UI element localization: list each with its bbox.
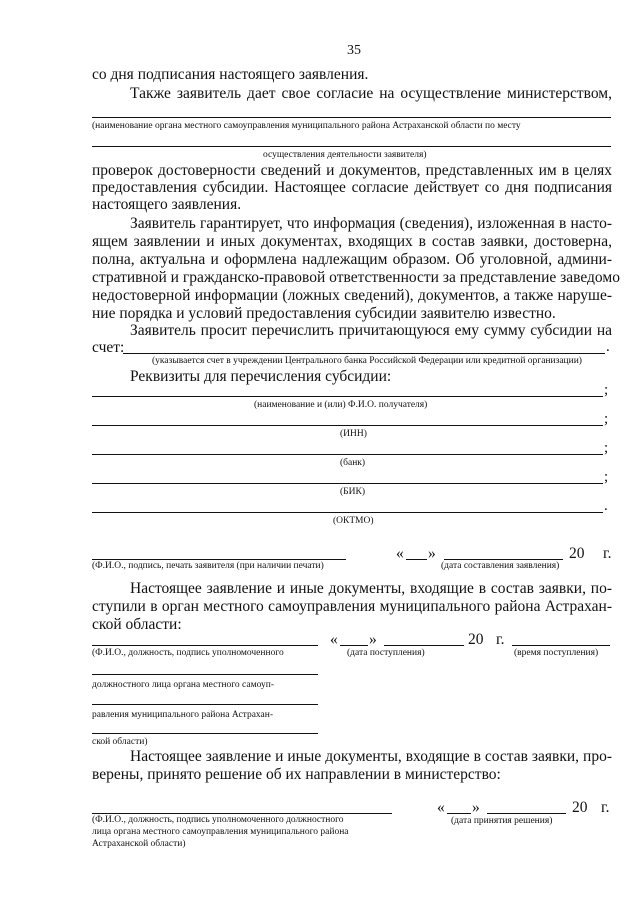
- body-line: ние порядка и условий предоставления субсидии заявителю известно.: [92, 305, 556, 322]
- organ-name-line: [92, 117, 611, 118]
- body-line: Настоящее заявление и иные документы, входящие в состав заявки, про-: [130, 748, 612, 765]
- applicant-sign-caption: (Ф.И.О., подпись, печать заявителя (при наличии печати): [92, 561, 324, 571]
- semicolon-mark: ;: [604, 469, 609, 485]
- body-line: настоящего заявления.: [92, 196, 242, 213]
- body-line: Заявитель гарантирует, что информация (сведения), изложенная в насто-: [130, 215, 612, 232]
- official-caption-2: должностного лица органа местного самоуп-: [92, 680, 275, 690]
- official-caption: (Ф.И.О., должность, подпись уполномоченного: [92, 648, 284, 658]
- official-sign-line: [92, 645, 318, 646]
- year-abbr: г.: [496, 631, 505, 648]
- year-prefix: 20: [569, 545, 585, 562]
- page-number: 35: [347, 43, 361, 58]
- open-quote: «: [396, 545, 404, 562]
- close-quote: »: [472, 799, 480, 816]
- body-line: ской области:: [92, 616, 182, 633]
- body-line: ступили в орган местного самоуправления муниципального района Астрахан-: [92, 598, 612, 615]
- year-prefix: 20: [468, 631, 484, 648]
- recipient-line: [92, 396, 603, 397]
- final-caption: (Ф.И.О., должность, подпись уполномоченного должностного: [92, 815, 344, 825]
- bank-line: [92, 454, 603, 455]
- year-abbr: г.: [603, 545, 612, 562]
- body-line: Заявитель просит перечислить причитающуюся ему сумму субсидии на: [130, 322, 612, 339]
- body-line: Также заявитель дает свое согласие на осуществление министерством,: [130, 85, 612, 102]
- inn-caption: (ИНН): [340, 429, 367, 439]
- semicolon-mark: ;: [604, 440, 609, 456]
- body-line: со дня подписания настоящего заявления.: [92, 66, 369, 83]
- body-line: предоставления субсидии. Настоящее согласие действует со дня подписания: [92, 179, 612, 196]
- final-caption-2: лица органа местного самоуправления муниципального района: [92, 827, 349, 837]
- requisites-heading: Реквизиты для перечисления субсидии:: [130, 368, 392, 385]
- official-sign-line-2: [92, 674, 318, 675]
- period-mark: .: [604, 498, 608, 514]
- time-received-caption: (время поступления): [514, 648, 599, 658]
- body-line: недостоверной информации (ложных сведений), документов, а также наруше-: [92, 287, 612, 304]
- day-line: [447, 813, 471, 814]
- final-caption-3: Астраханской области): [92, 839, 186, 849]
- recipient-caption: (наименование и (или) Ф.И.О. получателя): [254, 400, 428, 410]
- semicolon-mark: ;: [604, 382, 609, 398]
- bank-caption: (банк): [340, 458, 366, 468]
- account-caption: (указывается счет в учреждении Центрального банка Российской Федерации или кредитной организации): [152, 356, 582, 366]
- date-received-caption: (дата поступления): [347, 648, 425, 658]
- body-line: верены, принято решение об их направлении в министерство:: [92, 766, 501, 783]
- month-line: [384, 645, 464, 646]
- semicolon-mark: ;: [604, 411, 609, 427]
- applicant-sign-line: [92, 559, 346, 560]
- organ-name-line-2: [92, 146, 611, 147]
- body-line: стративной и гражданско-правовой ответственности за представление заведомо: [92, 269, 620, 286]
- oktmo-caption: (ОКТМО): [333, 516, 374, 526]
- date-compiled-caption: (дата составления заявления): [441, 561, 560, 571]
- official-caption-4: ской области): [92, 737, 148, 747]
- final-sign-line: [92, 813, 392, 814]
- close-quote: »: [428, 545, 436, 562]
- bik-caption: (БИК): [340, 487, 365, 497]
- day-line: [340, 645, 368, 646]
- date-decision-caption: (дата принятия решения): [451, 816, 553, 826]
- body-line: счет:: [92, 339, 125, 356]
- bik-line: [92, 483, 603, 484]
- year-prefix: 20: [572, 799, 588, 816]
- organ-caption: (наименование органа местного самоуправления муниципального района Астраханской области по месту: [92, 121, 521, 131]
- body-line: полна, актуальна и оформлена надлежащим образом. Об уголовной, админи-: [92, 251, 612, 268]
- body-line: проверок достоверности сведений и документов, представленных им в целях: [92, 162, 612, 179]
- month-line: [444, 559, 563, 560]
- body-line: Настоящее заявление и иные документы, входящие в состав заявки, по-: [130, 580, 612, 597]
- official-sign-line-4: [92, 733, 318, 734]
- time-line: [512, 645, 610, 646]
- body-line: ящем заявлении и иных документах, входящих в состав заявки, достоверна,: [92, 233, 612, 250]
- month-line: [487, 813, 566, 814]
- day-line: [406, 559, 427, 560]
- close-quote: »: [369, 631, 377, 648]
- open-quote: «: [437, 799, 445, 816]
- organ-caption-2: осуществления деятельности заявителя): [263, 150, 427, 160]
- inn-line: [92, 425, 603, 426]
- official-sign-line-3: [92, 704, 318, 705]
- open-quote: «: [330, 631, 338, 648]
- oktmo-line: [92, 512, 603, 513]
- year-abbr: г.: [601, 799, 610, 816]
- official-caption-3: равления муниципального района Астрахан-: [92, 710, 274, 720]
- period-mark: .: [606, 339, 610, 355]
- account-line: [123, 353, 605, 354]
